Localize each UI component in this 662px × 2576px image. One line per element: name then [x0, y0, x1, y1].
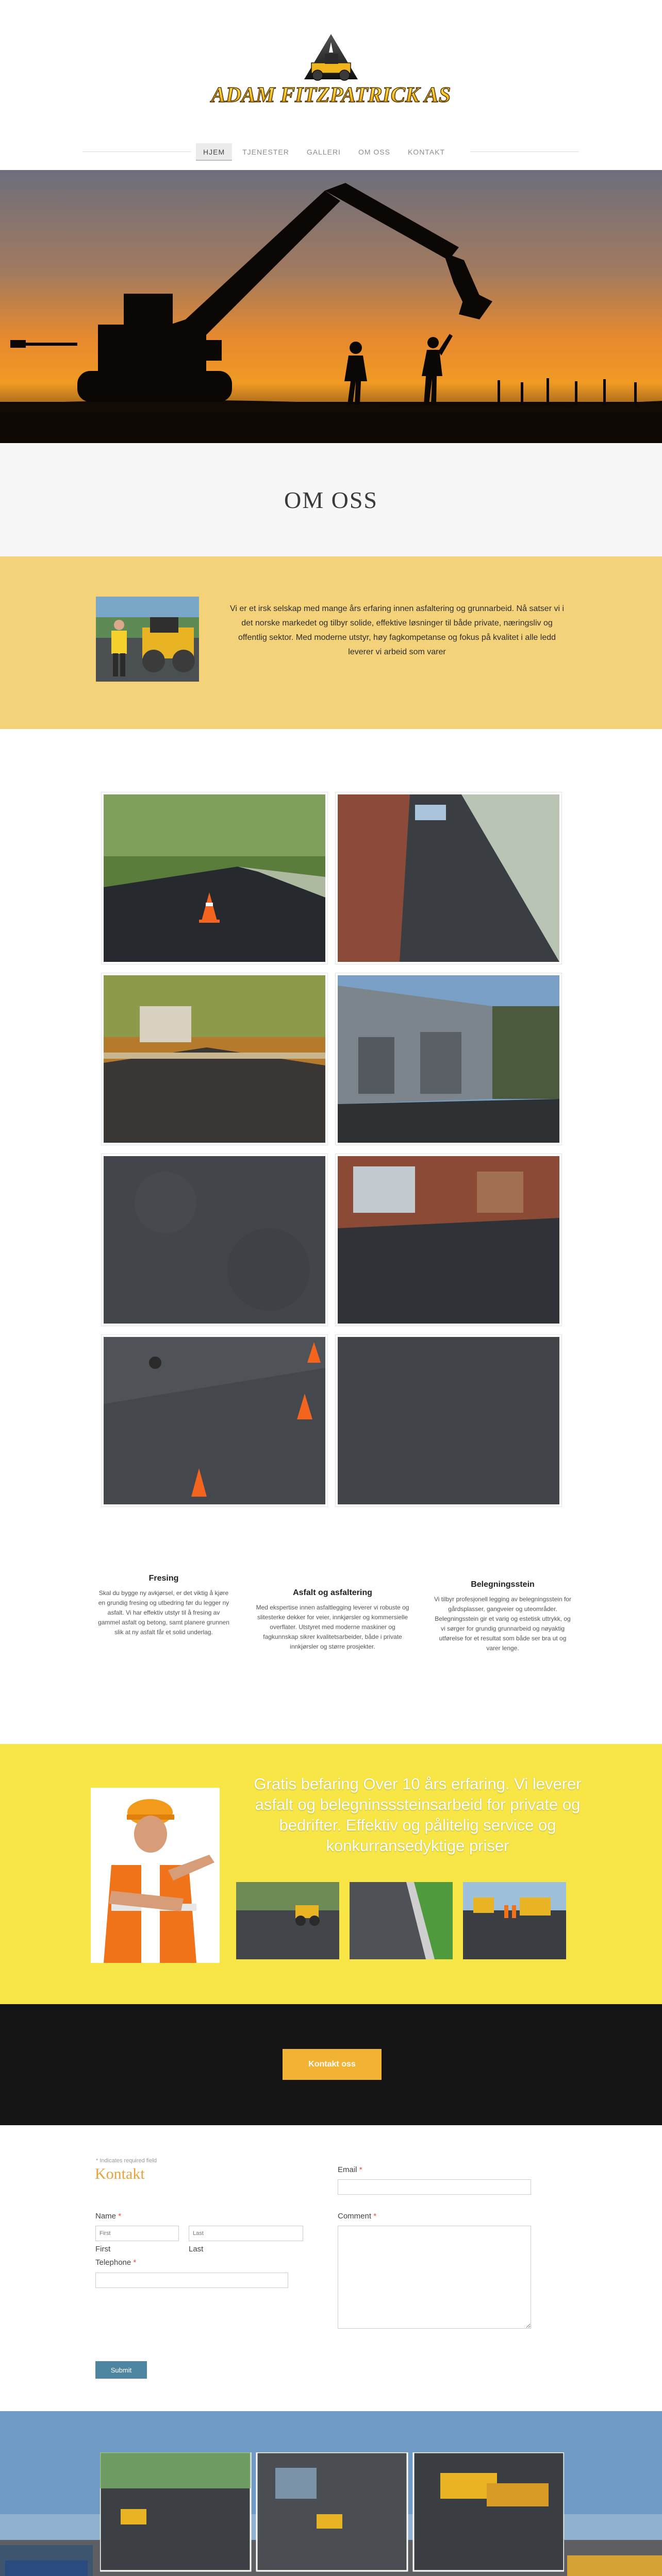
- about-intro-section: [0, 556, 662, 729]
- telephone-label: Telephone *: [95, 2258, 137, 2267]
- nav-item-tjenester[interactable]: TJENESTER: [242, 148, 289, 156]
- email-label: Email *: [338, 2165, 362, 2174]
- nav-item-galleri[interactable]: GALLERI: [306, 148, 341, 156]
- last-name-sublabel: Last: [189, 2245, 204, 2253]
- service-title: Belegningsstein: [471, 1580, 535, 1589]
- gallery-photo-road-cone[interactable]: [101, 792, 328, 964]
- worker-pointing-image: [91, 1788, 220, 1963]
- hero-banner: [0, 170, 662, 443]
- service-description: Med ekspertise innen asfaltlegging leverer vi robuste og slitesterke dekker for veier, innkjørsler og kommersielle overflater. Utstyret med moderne maskiner og fagkunnskap sikrer kvalitetsarbeider, både i private innkjørsler og større prosjekter.: [256, 1604, 409, 1650]
- form-title: Kontakt: [95, 2165, 145, 2182]
- promo-photo-roller: [236, 1882, 339, 1959]
- gallery-photo-smooth-asphalt[interactable]: [335, 1334, 562, 1507]
- services-section: [0, 1574, 662, 1744]
- service-description: Vi tilbyr profesjonell legging av belegningsstein for gårdsplasser, gangveier og uteområder. Belegningsstein gir et varig og estetisk uttrykk, og vi sørger for grundig grunnarbeid og nøyaktig utførelse for et resultat som både ser bra ut og varer lenge.: [434, 1596, 571, 1652]
- nav-divider-left: [82, 151, 191, 152]
- site-header: [0, 0, 662, 170]
- nav-items: [196, 143, 452, 161]
- submit-button[interactable]: Submit: [95, 2361, 147, 2379]
- promo-section: [0, 1744, 662, 2004]
- gallery-photo-fresh-asphalt[interactable]: [101, 1154, 328, 1326]
- cta-section: [0, 2004, 662, 2125]
- comment-label: Comment *: [338, 2212, 377, 2221]
- collage-grid-photos: [100, 2452, 564, 2576]
- first-name-sublabel: First: [95, 2245, 111, 2253]
- about-text: Vi er et irsk selskap med mange års erfaring innen asfaltering og grunnarbeid. Nå satser vi i det norske markedet og tilbyr solide, effektive løsninger til både private, næringsliv og offentlig sektor. Med moderne utstyr, høy fagkompetanse og fokus på kvalitet i alle ledd leverer vi arbeid som varer: [229, 604, 565, 656]
- telephone-input[interactable]: [95, 2273, 288, 2288]
- road-roller-worker-photo: [96, 597, 199, 682]
- gallery-photo-asphalt-with-cones[interactable]: [101, 1334, 328, 1507]
- promo-photo-asphalt-edge: [350, 1882, 453, 1959]
- project-gallery: [0, 729, 662, 1574]
- nav-item-hjem[interactable]: HJEM: [196, 143, 232, 161]
- service-fresing: [98, 1574, 229, 1637]
- hero-excavator-sunset-image: [0, 170, 662, 443]
- service-title: Fresing: [148, 1574, 179, 1583]
- gallery-photo-brick-house-asphalt[interactable]: [335, 1154, 562, 1326]
- service-belegningsstein: [433, 1580, 572, 1653]
- name-label: Name *: [95, 2212, 122, 2221]
- logo-text: ADAM FITZPATRICK AS: [211, 83, 451, 107]
- collage-grid: [100, 2452, 564, 2576]
- service-asfalt: [253, 1588, 412, 1652]
- service-title: Asfalt og asfaltering: [293, 1588, 372, 1597]
- contact-us-button[interactable]: Kontakt oss: [283, 2049, 382, 2080]
- nav-divider-right: [470, 151, 578, 152]
- last-name-input[interactable]: [189, 2226, 303, 2241]
- email-input[interactable]: [338, 2179, 531, 2195]
- project-collage-section: [0, 2411, 662, 2576]
- promo-photo-paving-crew: [463, 1882, 566, 1959]
- main-nav: [0, 139, 662, 165]
- first-name-input[interactable]: [95, 2226, 179, 2241]
- about-title-section: [0, 443, 662, 556]
- gallery-photo-paved-path[interactable]: [335, 792, 562, 964]
- nav-item-om-oss[interactable]: OM OSS: [358, 148, 390, 156]
- comment-textarea[interactable]: [338, 2226, 531, 2329]
- promo-heading: Gratis befaring Over 10 års erfaring. Vi leverer asfalt og belegninsssteinsarbeid for private og bedrifter. Effektiv og pålitelig service og konkurransedyktige priser: [254, 1775, 582, 1855]
- nav-item-kontakt[interactable]: KONTAKT: [407, 148, 445, 156]
- required-field-note: * Indicates required field: [96, 2158, 157, 2164]
- gallery-photo-industrial-building[interactable]: [335, 973, 562, 1145]
- company-logo[interactable]: [176, 32, 486, 120]
- contact-form: [0, 2125, 662, 2411]
- about-heading: OM OSS: [284, 486, 378, 513]
- service-description: Skal du bygge ny avkjørsel, er det viktig å kjøre en grundig fresing og utbedring før du legger ny asfalt. Vi har effektiv utstyr til å fresing av gammel asfalt og betong, samt planere grunnen slik at ny asfalt får et solid underlag.: [98, 1589, 229, 1636]
- gallery-photo-courtyard-autumn[interactable]: [101, 973, 328, 1145]
